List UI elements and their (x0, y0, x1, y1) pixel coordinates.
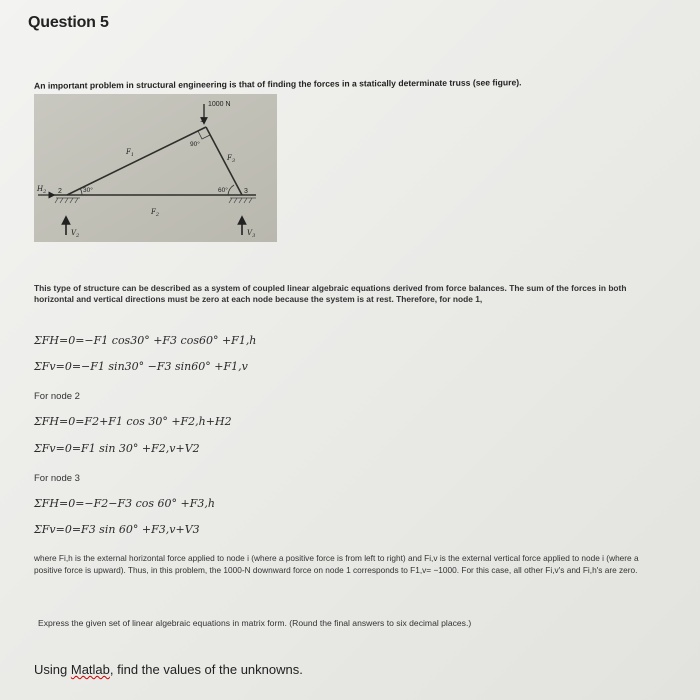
load-label: 1000 N (208, 101, 231, 108)
f2-label: $F_2$ (151, 208, 160, 218)
description-paragraph: This type of structure can be described as a system of coupled linear algebraic equations derived from force balances. The sum of the forces in both horizontal and vertical directions must be zero at each node because the system is at rest. Therefore, for node 1, (34, 283, 627, 304)
matlab-prompt (34, 662, 303, 677)
v3-label: $V_3$ (247, 229, 256, 239)
truss-figure (34, 94, 277, 242)
equation-node2-vertical: ΣFv=0=F1 sin 30° +F2,v+V2 (34, 442, 200, 455)
node-1-label: 1 (200, 117, 204, 124)
question-title: Question 5 (28, 14, 109, 31)
matlab-suffix: , find the values of the unknowns. (109, 662, 303, 677)
truss-diagram (34, 94, 277, 242)
instruction-text: Express the given set of linear algebraic equations in matrix form. (Round the final answers to six decimal places.) (38, 618, 472, 628)
matlab-word: Matlab (70, 662, 110, 677)
f1-label: $F_1$ (126, 148, 135, 158)
node-2-heading: For node 2 (34, 391, 80, 402)
equation-node3-horizontal: ΣFH=0=−F2−F3 cos 60° +F3,h (34, 497, 215, 510)
angle-right-label: 60° (218, 187, 228, 194)
v2-label: $V_2$ (71, 229, 80, 239)
equation-node1-horizontal: ΣFH=0=−F1 cos30° +F3 cos60° +F1,h (34, 334, 257, 347)
angle-left-label: 30° (83, 187, 93, 194)
equation-node1-vertical: ΣFv=0=−F1 sin30° −F3 sin60° +F1,v (34, 360, 248, 373)
node-3-label: 3 (244, 188, 248, 195)
angle-top-label: 90° (190, 141, 200, 148)
equation-node3-vertical: ΣFv=0=F3 sin 60° +F3,v+V3 (34, 523, 200, 536)
intro-text: An important problem in structural engineering is that of finding the forces in a statically determinate truss (see figure). (34, 77, 522, 91)
figure-background (34, 94, 277, 242)
node-3-heading: For node 3 (34, 473, 80, 484)
equation-node2-horizontal: ΣFH=0=F2+F1 cos 30° +F2,h+H2 (34, 415, 232, 428)
matlab-prefix: Using (34, 662, 71, 677)
where-explanation: where Fi,h is the external horizontal force applied to node i (where a positive force is from left to right) and Fi,v is the external vertical force applied to node i (where a positive force is upward). Thus, in this problem, the 1000-N downward force on node 1 corresponds to F1,v= −1000. For this case, all other Fi,v's and Fi,h's are zero. (34, 553, 639, 575)
h2-label: $H_2$ (37, 185, 47, 195)
node-2-label: 2 (58, 188, 62, 195)
f3-label: $F_3$ (227, 154, 236, 164)
